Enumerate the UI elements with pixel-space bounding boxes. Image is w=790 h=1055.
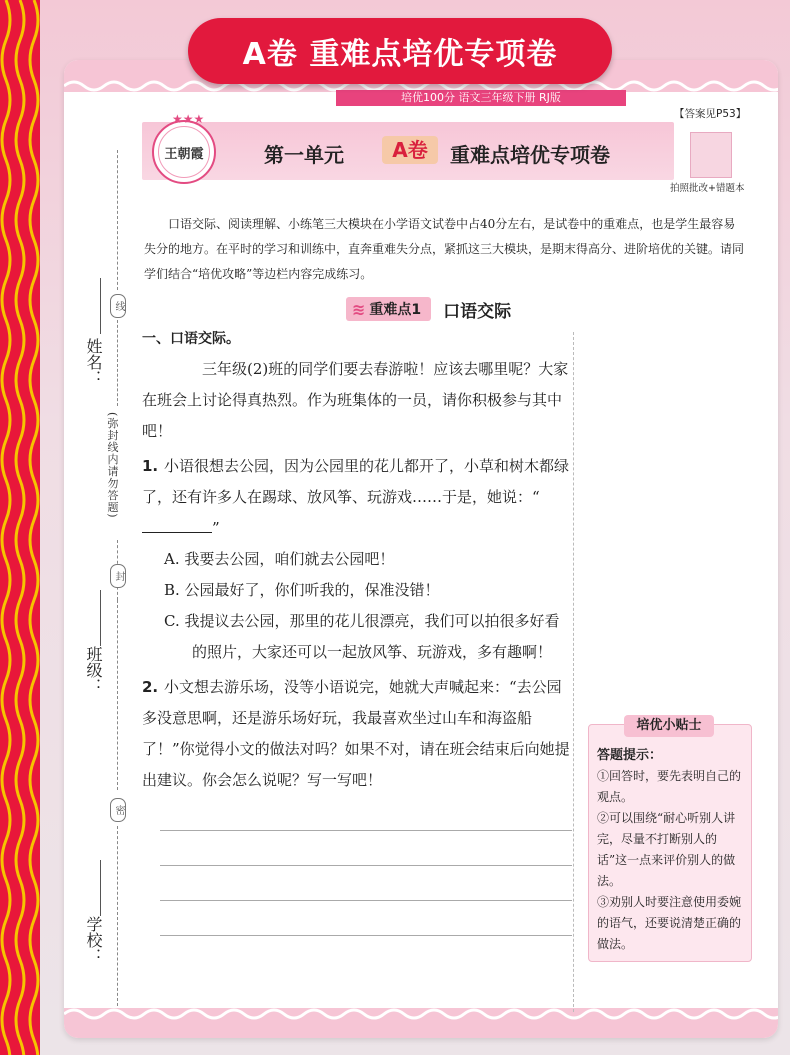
intro-paragraph: 口语交际、阅读理解、小练笔三大模块在小学语文试卷中占40分左右，是试卷中的重难点，也是学生最容易失分的地方。在平时的学习和训练中，直奔重难失分点，紧抓这三大模块，是期末得高分、进阶培优的关键。请同学们结合“培优攻略”等边栏内容完成练习。 [144, 217, 745, 281]
class-line[interactable] [100, 590, 101, 646]
option-c[interactable]: C. 我提议去公园，那里的花儿很漂亮，我们可以拍很多好看的照片，大家还可以一起放风筝、玩游戏，多有趣啊！ [164, 612, 560, 661]
wave-icon: ≋ [352, 299, 366, 319]
unit-subtitle: 重难点培优专项卷 [450, 143, 610, 167]
title-banner [188, 18, 612, 84]
tips-tab: 培优小贴士 [624, 715, 714, 737]
tips-heading: 答题提示： [597, 748, 663, 763]
line-mark: 线 [110, 294, 126, 318]
unit-title: 第一单元 [264, 143, 344, 167]
crown-icon: ★★★ [172, 112, 205, 126]
seal-dash-line [117, 150, 118, 290]
answer-blank[interactable] [142, 516, 212, 533]
brand-logo [152, 120, 216, 184]
bottom-wave-border [64, 998, 778, 1038]
seal-mark: 封 [110, 564, 126, 588]
question-1 [142, 451, 572, 544]
column-divider [573, 332, 574, 1012]
unit-tag: A卷 [382, 136, 438, 164]
question-2-stem: 小文想去游乐场，没等小语说完，她就大声喊起来：“去公园多没意思啊，还是游乐场好玩，我最喜欢坐过山车和海盗船了！”你觉得小文的做法对吗？如果不对，请在班会结束后向她提出建议。你会怎么说呢？写一写吧！ [142, 678, 570, 789]
section-title: 口语交际 [443, 301, 512, 322]
writing-line[interactable] [160, 866, 572, 901]
section-pill [346, 297, 431, 321]
class-label: 班级： [84, 646, 103, 694]
seal-note: (弥封线内请勿答题) [106, 412, 119, 519]
seal-dash-line [117, 320, 118, 406]
section-label: 重难点1 [369, 302, 422, 318]
option-a[interactable]: A. 我要去公园，咱们就去公园吧！ [164, 550, 395, 568]
option-b[interactable]: B. 公园最好了，你们听我的，保准没错！ [164, 581, 440, 599]
seal-dash-line [117, 600, 118, 790]
banner-title: A卷 重难点培优专项卷 [242, 37, 558, 72]
tips-body [597, 745, 743, 955]
school-line[interactable] [100, 860, 101, 916]
secret-mark: 密 [110, 798, 126, 822]
series-subheader: 培优100分 语文三年级下册 RJ版 [336, 90, 626, 106]
answer-reference: 【答案见P53】 [674, 108, 747, 120]
brand-logo-text: 王朝霞 [158, 126, 210, 178]
question-1-number: 1. [142, 457, 159, 475]
qr-label: 拍照批改+错题本 [670, 183, 745, 194]
tip-item: ①回答时，要先表明自己的观点。 [597, 769, 742, 804]
question-2-number: 2. [142, 678, 159, 696]
question-1-stem: 小语很想去公园，因为公园里的花儿都开了，小草和树木都绿了，还有许多人在踢球、放风筝、玩游戏……于是，她说：“ [142, 457, 570, 506]
question-1-stem-end: ” [212, 519, 220, 537]
context-paragraph: 三年级(2)班的同学们要去春游啦！应该去哪里呢？大家在班会上讨论得真热烈。作为班集体的一员，请你积极参与其中吧！ [142, 360, 569, 440]
qr-code-icon[interactable] [690, 132, 732, 178]
name-label: 姓名： [84, 338, 103, 386]
writing-line[interactable] [160, 831, 572, 866]
writing-line[interactable] [160, 796, 572, 831]
writing-line[interactable] [160, 901, 572, 936]
section-header [346, 296, 511, 322]
school-label: 学校： [84, 916, 103, 964]
worksheet-page [64, 60, 778, 1038]
question-column [142, 328, 572, 936]
part-heading: 一、口语交际。 [142, 331, 240, 347]
tip-item: ③劝别人时要注意使用委婉的语气，还要说清楚正确的做法。 [597, 895, 742, 951]
tip-item: ②可以围绕“耐心听别人讲完，尽量不打断别人的话”这一点来评价别人的做法。 [597, 811, 736, 888]
seal-dash-line [117, 826, 118, 1006]
name-line[interactable] [100, 278, 101, 334]
question-2 [142, 672, 572, 796]
tips-box [588, 718, 752, 962]
left-decorative-band [0, 0, 40, 1055]
